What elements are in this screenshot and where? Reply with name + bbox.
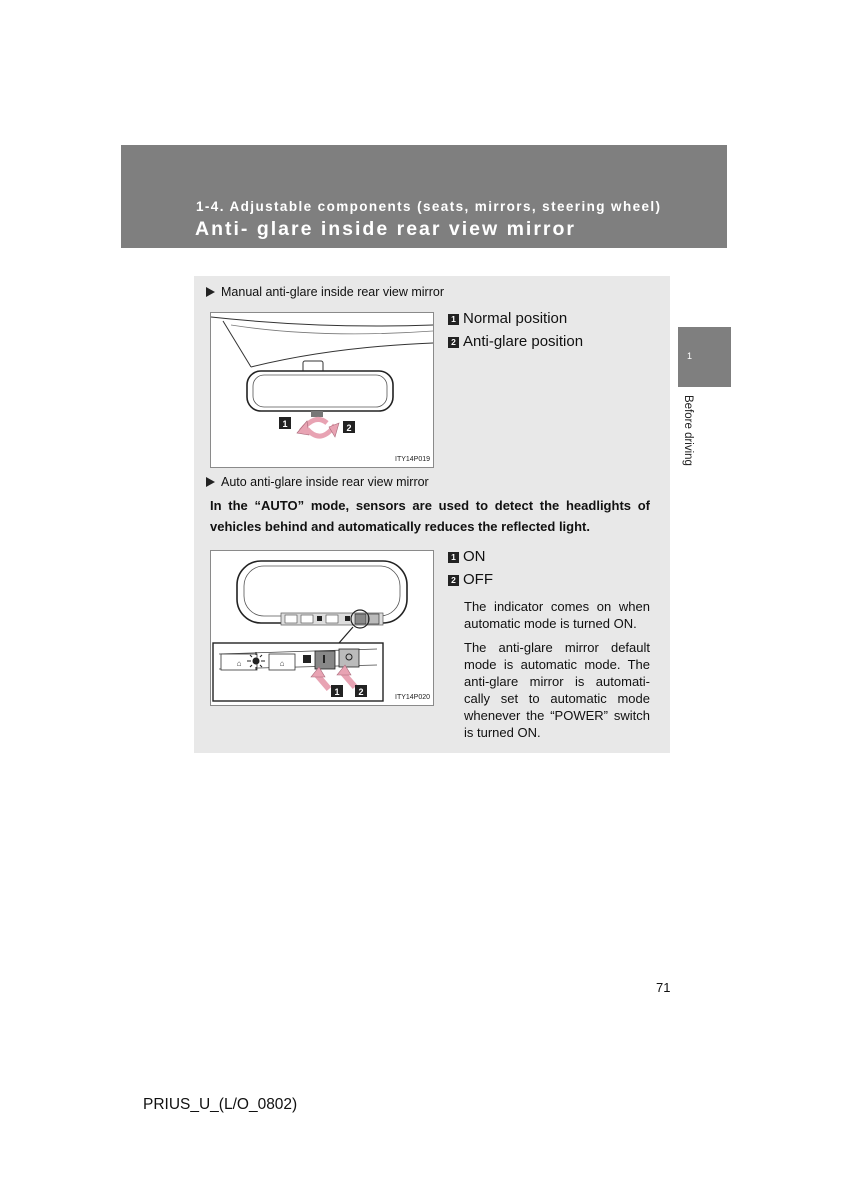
bullet-triangle-icon	[206, 477, 215, 487]
svg-text:1: 1	[282, 419, 288, 429]
auto-item-1	[448, 548, 486, 565]
auto-mirror-figure	[210, 550, 434, 706]
auto-heading	[206, 475, 429, 489]
figure-code: ITY14P020	[395, 694, 431, 701]
default-mode-note: The anti-glare mirror default mode is automatic mode. The anti-glare mirror is automati-cally set to automatic mode whenever the “POWER” switch is turned ON.	[464, 640, 650, 740]
footer-code: PRIUS_U_(L/O_0802)	[143, 1096, 298, 1113]
auto-item-2	[448, 571, 493, 588]
manual-heading	[206, 285, 444, 299]
content-panel	[194, 276, 670, 753]
chapter-header	[121, 145, 727, 248]
svg-text:2: 2	[346, 423, 352, 433]
auto-mirror-illustration	[211, 551, 433, 705]
item-number-badge: 2	[448, 337, 459, 348]
figure-code: ITY14P019	[395, 456, 431, 463]
indicator-note: The indicator comes on when automatic mode is turned ON.	[464, 599, 650, 631]
item-label: ON	[463, 548, 486, 565]
item-number-badge: 1	[448, 314, 459, 325]
svg-text:1: 1	[334, 687, 340, 697]
svg-text:⌂: ⌂	[236, 659, 242, 668]
chapter-tab-number: 1	[687, 351, 693, 361]
manual-heading-text: Manual anti-glare inside rear view mirror	[221, 285, 444, 299]
item-label: Anti-glare position	[463, 333, 584, 350]
item-label: OFF	[463, 571, 493, 588]
page-number: 71	[656, 980, 671, 995]
bullet-triangle-icon	[206, 287, 215, 297]
manual-mirror-illustration	[211, 313, 433, 467]
manual-mirror-figure	[210, 312, 434, 468]
auto-description: In the “AUTO” mode, sensors are used to detect the headlights of vehicles behind and automatically reduces the reflected light.	[210, 498, 650, 534]
auto-heading-text: Auto anti-glare inside rear view mirror	[221, 475, 429, 489]
svg-text:2: 2	[358, 687, 364, 697]
svg-text:⌂: ⌂	[279, 659, 285, 668]
chapter-tab	[678, 327, 731, 387]
section-subtitle: 1-4. Adjustable components (seats, mirrors, steering wheel)	[196, 199, 662, 214]
item-number-badge: 2	[448, 575, 459, 586]
chapter-tab-label: Before driving	[682, 395, 694, 466]
page-title: Anti- glare inside rear view mirror	[195, 218, 577, 240]
item-number-badge: 1	[448, 552, 459, 563]
manual-item-1	[448, 310, 567, 327]
item-label: Normal position	[463, 310, 568, 327]
manual-item-2	[448, 333, 583, 350]
